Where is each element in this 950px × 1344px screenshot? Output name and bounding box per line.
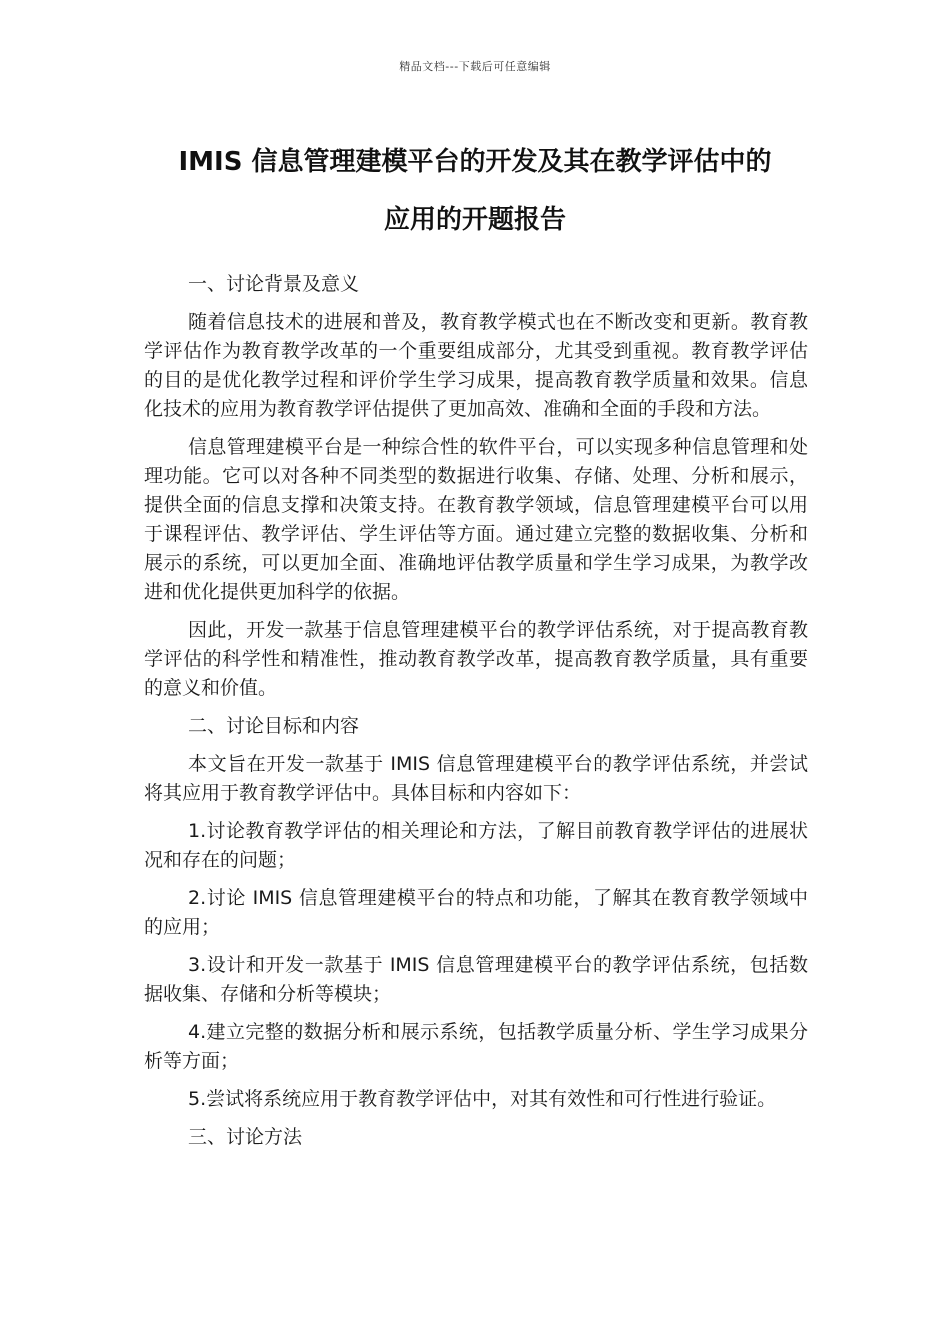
title-line-1: IMIS 信息管理建模平台的开发及其在教学评估中的 (178, 147, 772, 177)
list-item-goal-5: 5.尝试将系统应用于教育教学评估中，对其有效性和可行性进行验证。 (188, 1088, 777, 1110)
paragraph-background-3: 因此，开发一款基于信息管理建模平台的教学评估系统，对于提高教育教学评估的科学性和精准性，推动教育教学改革，提高教育教学质量，具有重要的意义和价值。 (144, 619, 808, 699)
list-item-goal-3: 3.设计和开发一款基于 IMIS 信息管理建模平台的教学评估系统，包括数据收集、存储和分析等模块； (144, 954, 808, 1005)
title-line-2: 应用的开题报告 (383, 205, 566, 235)
list-item-goal-1: 1.讨论教育教学评估的相关理论和方法，了解目前教育教学评估的进展状况和存在的问题； (144, 820, 808, 871)
paragraph-background-1: 随着信息技术的进展和普及，教育教学模式也在不断改变和更新。教育教学评估作为教育教学改革的一个重要组成部分，尤其受到重视。教育教学评估的目的是优化教学过程和评价学生学习成果，提高教育教学质量和效果。信息化技术的应用为教育教学评估提供了更加高效、准确和全面的手段和方法。 (144, 311, 808, 420)
section-heading-methods: 三、讨论方法 (188, 1126, 303, 1148)
paragraph-goals-intro: 本文旨在开发一款基于 IMIS 信息管理建模平台的教学评估系统，并尝试将其应用于教育教学评估中。具体目标和内容如下： (144, 753, 808, 804)
section-heading-goals: 二、讨论目标和内容 (188, 715, 360, 737)
section-heading-background: 一、讨论背景及意义 (188, 273, 360, 295)
list-item-goal-2: 2.讨论 IMIS 信息管理建模平台的特点和功能，了解其在教育教学领域中的应用； (144, 887, 808, 938)
header-note: 精品文档---下载后可任意编辑 (399, 60, 551, 73)
list-item-goal-4: 4.建立完整的数据分析和展示系统，包括教学质量分析、学生学习成果分析等方面； (144, 1021, 808, 1072)
document-body (144, 270, 808, 1161)
document-title (120, 133, 830, 249)
paragraph-background-2: 信息管理建模平台是一种综合性的软件平台，可以实现多种信息管理和处理功能。它可以对各种不同类型的数据进行收集、存储、处理、分析和展示，提供全面的信息支撑和决策支持。在教育教学领域，信息管理建模平台可以用于课程评估、教学评估、学生评估等方面。通过建立完整的数据收集、分析和展示的系统，可以更加全面、准确地评估教学质量和学生学习成果，为教学改进和优化提供更加科学的依据。 (144, 436, 808, 603)
